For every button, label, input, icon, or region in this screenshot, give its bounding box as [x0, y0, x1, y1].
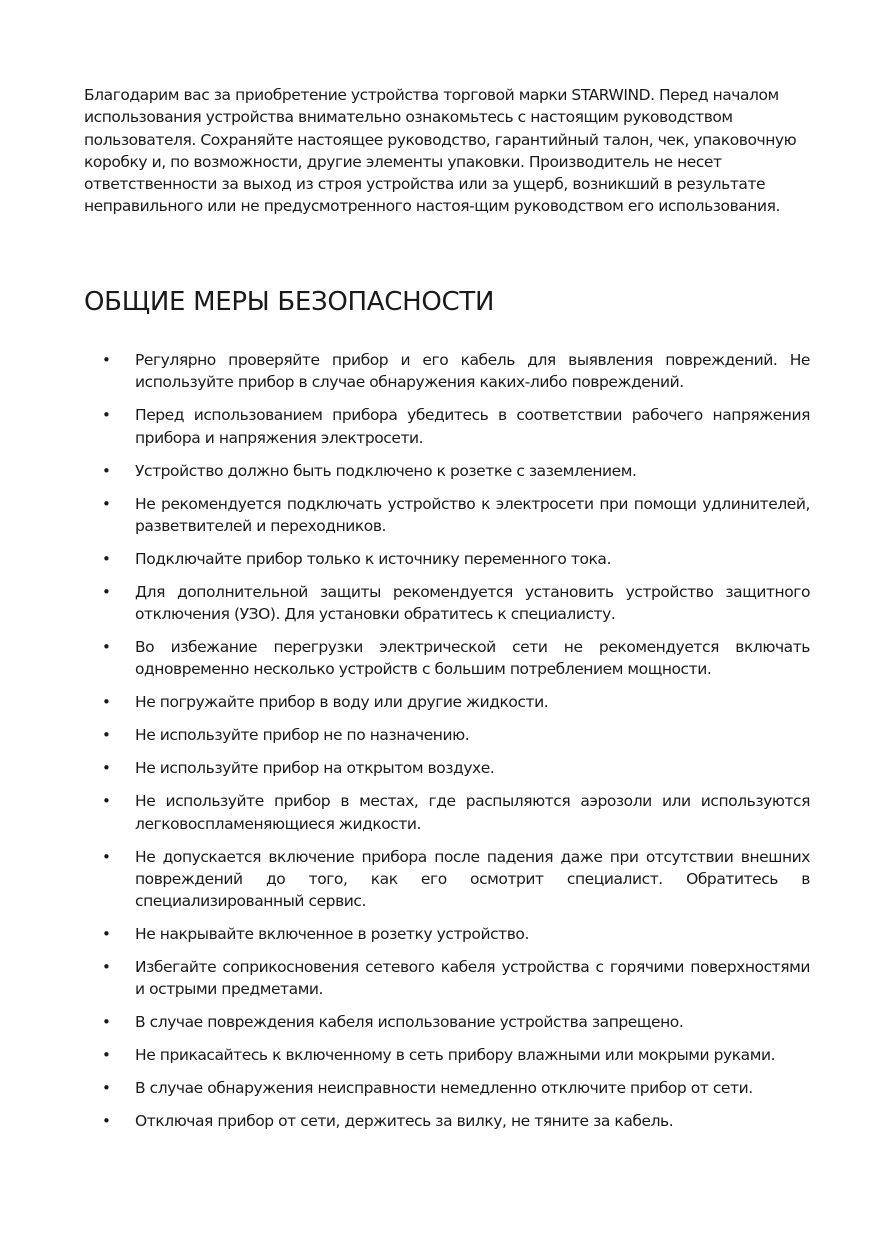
list-item	[96, 846, 810, 913]
intro-paragraph: Благодарим вас за приобретение устройства торговой марки STARWIND. Перед началом использования устройства внимательно ознакомьтесь с настоящим руководством пользователя. Сохраняйте настоящее руководство, гарантийный талон, чек, упаковочную коробку и, по возможности, другие элементы упаковки. Производитель не несет ответственности за выход из строя устройства или за ущерб, возникший в результате неправильного или не предусмотренного настоя-щим руководством его использования.	[84, 86, 797, 216]
list-item	[96, 923, 810, 945]
list-item-text: Не погружайте прибор в воду или другие жидкости.	[135, 693, 549, 712]
list-item-text: Не допускается включение прибора после падения даже при отсутствии внешних повреждений до того, как его осмотрит специалист. Обратитесь в специализированный сервис.	[135, 847, 810, 911]
bullet-icon: •	[102, 759, 111, 778]
list-item	[96, 790, 810, 835]
list-item-text: Избегайте соприкосновения сетевого кабеля устройства с горячими поверхностями и острыми предметами.	[135, 958, 810, 999]
list-item	[96, 956, 810, 1001]
bullet-icon: •	[102, 582, 111, 601]
list-item	[96, 1011, 810, 1033]
bullet-icon: •	[102, 638, 111, 657]
bullet-icon: •	[102, 925, 111, 944]
list-item	[96, 757, 810, 779]
list-item-text: В случае обнаружения неисправности немедленно отключите прибор от сети.	[135, 1079, 753, 1098]
bullet-icon: •	[102, 461, 111, 480]
list-item-text: Устройство должно быть подключено к розетке с заземлением.	[135, 461, 637, 480]
list-item-text: Во избежание перегрузки электрической сети не рекомендуется включать одновременно несколько устройств с большим потреблением мощности.	[135, 638, 810, 679]
bullet-icon: •	[102, 1013, 111, 1032]
list-item-text: Для дополнительной защиты рекомендуется установить устройство защитного отключения (УЗО). Для установки обратитесь к специалисту.	[135, 582, 810, 624]
list-item-text: В случае повреждения кабеля использование устройства запрещено.	[135, 1013, 684, 1032]
list-item-text: Отключая прибор от сети, держитесь за вилку, не тяните за кабель.	[135, 1112, 674, 1131]
bullet-icon: •	[102, 351, 111, 369]
list-item	[96, 404, 810, 449]
list-item	[96, 1044, 810, 1066]
list-item	[96, 460, 810, 482]
list-item-text: Не используйте прибор не по назначению.	[135, 726, 470, 745]
list-item	[96, 493, 810, 538]
bullet-icon: •	[102, 726, 111, 745]
list-item-text: Не накрывайте включенное в розетку устройство.	[135, 925, 529, 944]
list-item	[96, 548, 810, 570]
list-item	[96, 691, 810, 713]
list-item	[96, 1110, 810, 1132]
bullet-icon: •	[102, 847, 111, 866]
bullet-icon: •	[102, 958, 111, 977]
bullet-icon: •	[102, 1046, 111, 1065]
list-item	[96, 349, 810, 394]
safety-list	[96, 349, 810, 1143]
list-item-text: Не рекомендуется подключать устройство к электросети при помощи удлинителей, разветвителей и переходников.	[135, 494, 810, 535]
list-item	[96, 1077, 810, 1099]
bullet-icon: •	[102, 1079, 111, 1098]
list-item	[96, 724, 810, 746]
list-item-text: Перед использованием прибора убедитесь в соответствии рабочего напряжения прибора и напряжения электросети.	[135, 406, 810, 447]
list-item-text: Не используйте прибор в местах, где распыляются аэрозоли или используются легковоспламеняющиеся жидкости.	[135, 792, 810, 833]
list-item-text: Не прикасайтесь к включенному в сеть прибору влажными или мокрыми руками.	[135, 1046, 776, 1065]
bullet-icon: •	[102, 549, 111, 568]
list-item-text: Регулярно проверяйте прибор и его кабель для выявления повреждений. Не используйте прибор в случае обнаружения каких-либо повреждений.	[135, 351, 810, 392]
list-item	[96, 636, 810, 681]
bullet-icon: •	[102, 406, 111, 425]
bullet-icon: •	[102, 1112, 111, 1131]
list-item-text: Не используйте прибор на открытом воздухе.	[135, 759, 495, 778]
list-item-text: Подключайте прибор только к источнику переменного тока.	[135, 549, 611, 568]
bullet-icon: •	[102, 693, 111, 712]
bullet-icon: •	[102, 792, 111, 811]
section-heading: ОБЩИЕ МЕРЫ БЕЗОПАСНОСТИ	[84, 287, 495, 317]
list-item	[96, 581, 810, 626]
bullet-icon: •	[102, 494, 111, 513]
